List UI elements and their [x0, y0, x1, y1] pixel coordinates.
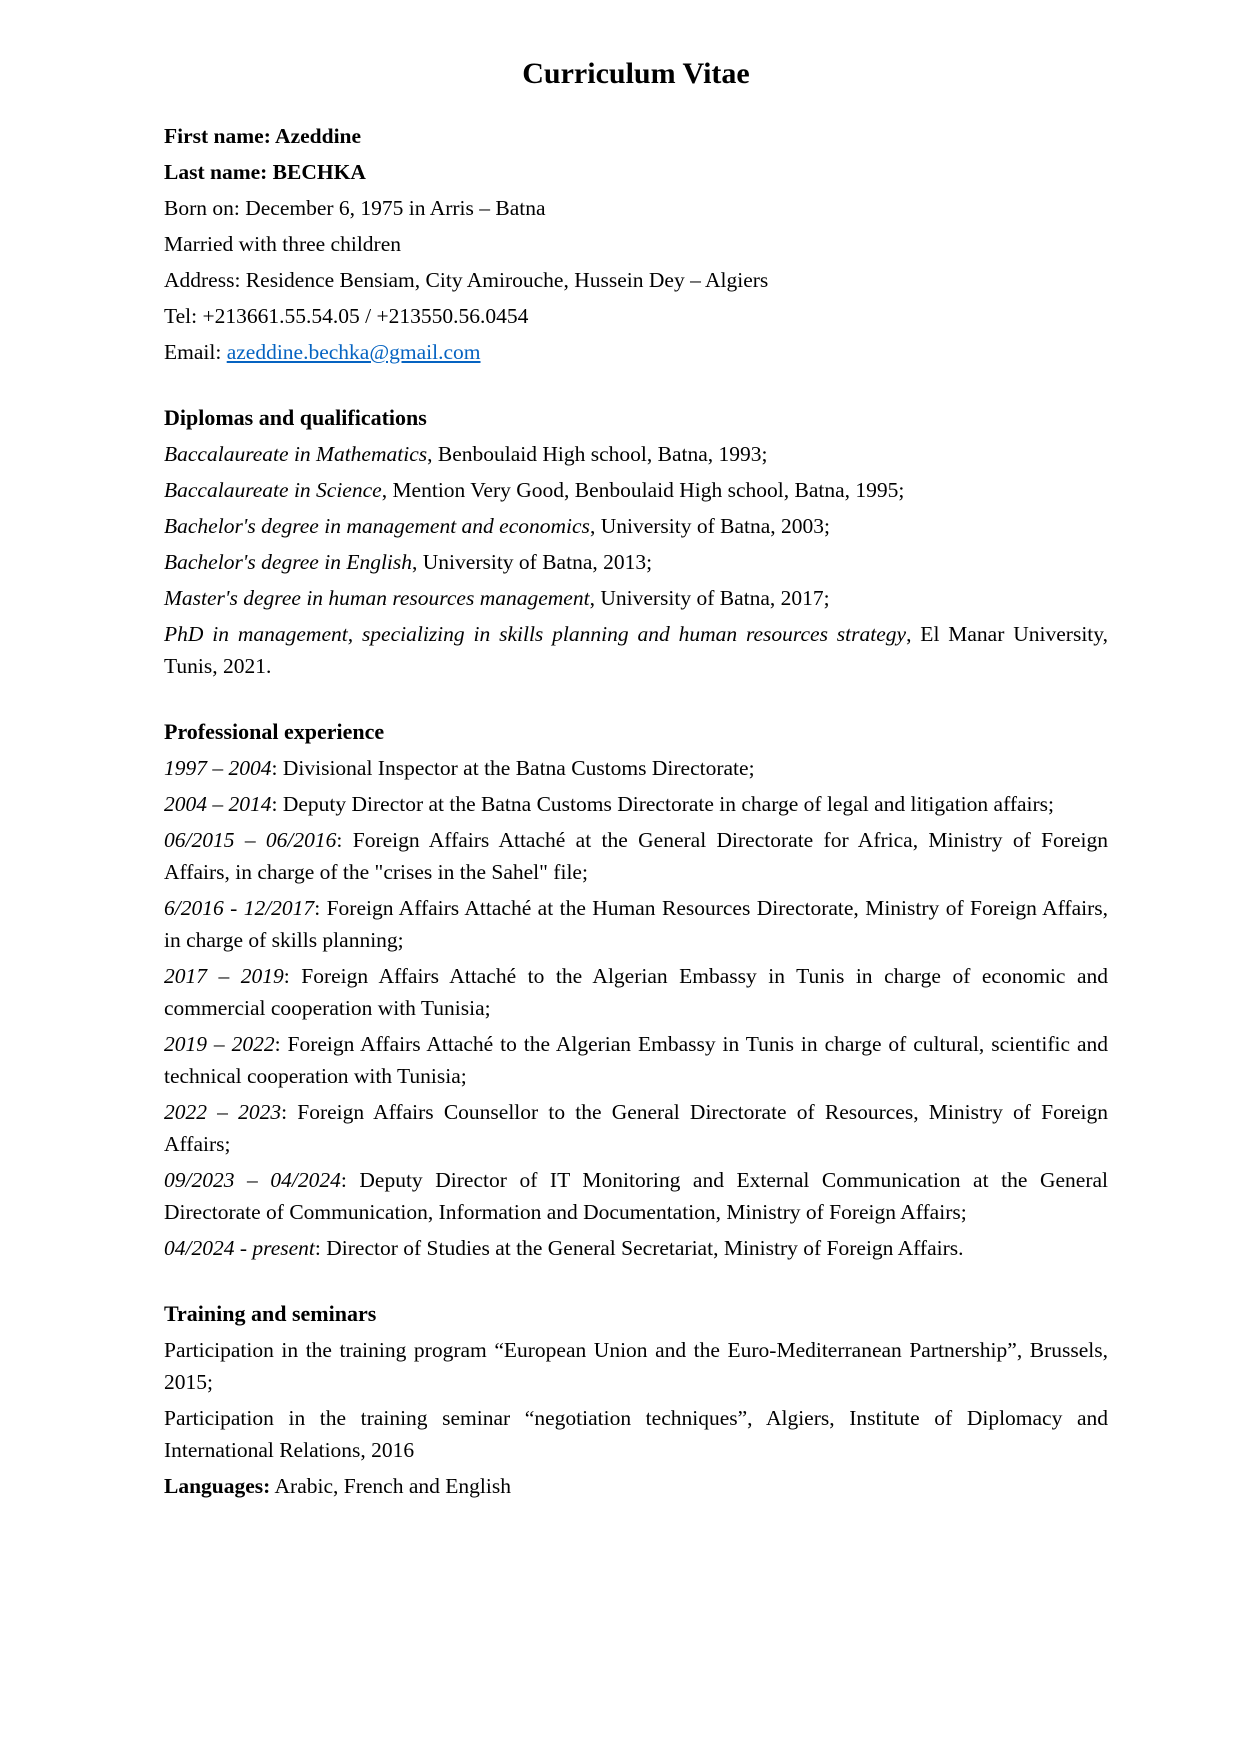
experience-item — [164, 752, 1108, 784]
diploma-degree: Bachelor's degree in English — [164, 550, 413, 574]
experience-period: 2004 – 2014 — [164, 792, 272, 816]
experience-item — [164, 1096, 1108, 1160]
diploma-item — [164, 474, 1108, 506]
experience-period: 06/2015 – 06/2016 — [164, 828, 337, 852]
experience-period: 1997 – 2004 — [164, 756, 272, 780]
experience-item — [164, 1028, 1108, 1092]
experience-item — [164, 788, 1108, 820]
experience-period: 04/2024 - present — [164, 1236, 315, 1260]
experience-role: : Director of Studies at the General Secretariat, Ministry of Foreign Affairs. — [314, 1236, 964, 1260]
diploma-item — [164, 618, 1108, 682]
experience-role: : Foreign Affairs Attaché to the Algerian Embassy in Tunis in charge of economic and commercial cooperation with Tunisia; — [164, 964, 1108, 1020]
diploma-degree: Baccalaureate in Science — [164, 478, 382, 502]
email-link[interactable]: azeddine.bechka@gmail.com — [226, 340, 481, 364]
languages-label: Languages: — [164, 1474, 271, 1498]
experience-item — [164, 960, 1108, 1024]
personal-address: Address: Residence Bensiam, City Amirouche, Hussein Dey – Algiers — [164, 268, 769, 292]
diploma-degree: PhD in management, specializing in skills planning and human resources strategy — [164, 622, 907, 646]
experience-period: 2019 – 2022 — [164, 1032, 275, 1056]
email-label: Email: — [164, 340, 227, 364]
experience-role: : Foreign Affairs Attaché at the Human Resources Directorate, Ministry of Foreign Affairs, in charge of skills planning; — [164, 896, 1108, 952]
experience-item — [164, 824, 1108, 888]
experience-role: : Foreign Affairs Attaché at the General Directorate for Africa, Ministry of Foreign Affairs, in charge of the "crises in the Sahel" file; — [164, 828, 1108, 884]
experience-item — [164, 1232, 1108, 1264]
personal-tel: Tel: +213661.55.54.05 / +213550.56.0454 — [164, 304, 529, 328]
experience-heading: Professional experience — [164, 719, 385, 744]
page-title: Curriculum Vitae — [522, 57, 750, 90]
diploma-item — [164, 546, 1108, 578]
personal-email-line — [164, 336, 1108, 368]
experience-period: 2022 – 2023 — [164, 1100, 282, 1124]
diploma-details: , University of Batna, 2017; — [589, 586, 830, 610]
experience-period: 2017 – 2019 — [164, 964, 284, 988]
experience-role: : Foreign Affairs Attaché to the Algerian Embassy in Tunis in charge of cultural, scientific and technical cooperation with Tunisia; — [164, 1032, 1108, 1088]
personal-marital-status: Married with three children — [164, 232, 402, 256]
diplomas-heading: Diplomas and qualifications — [164, 405, 427, 430]
diploma-details: , Benboulaid High school, Batna, 1993; — [427, 442, 768, 466]
experience-item — [164, 892, 1108, 956]
experience-role: : Divisional Inspector at the Batna Customs Directorate; — [271, 756, 755, 780]
diploma-details: , University of Batna, 2013; — [412, 550, 653, 574]
training-heading: Training and seminars — [164, 1301, 377, 1326]
experience-role: : Deputy Director of IT Monitoring and External Communication at the General Directorate of Communication, Information and Documentation, Ministry of Foreign Affairs; — [164, 1168, 1108, 1224]
diploma-item — [164, 510, 1108, 542]
diploma-item — [164, 582, 1108, 614]
diploma-item — [164, 438, 1108, 470]
languages-line — [164, 1470, 1108, 1502]
languages-value: Arabic, French and English — [270, 1474, 511, 1498]
diploma-details: , University of Batna, 2003; — [589, 514, 830, 538]
experience-role: : Deputy Director at the Batna Customs Directorate in charge of legal and litigation affairs; — [271, 792, 1055, 816]
experience-period: 6/2016 - 12/2017 — [164, 896, 315, 920]
personal-born: Born on: December 6, 1975 in Arris – Batna — [164, 196, 546, 220]
experience-item — [164, 1164, 1108, 1228]
diploma-details: , El Manar University, Tunis, 2021. — [164, 622, 1108, 678]
training-item: Participation in the training program “European Union and the Euro-Mediterranean Partnership”, Brussels, 2015; — [164, 1338, 1108, 1394]
diploma-degree: Baccalaureate in Mathematics — [164, 442, 428, 466]
diploma-degree: Bachelor's degree in management and economics — [164, 514, 590, 538]
experience-period: 09/2023 – 04/2024 — [164, 1168, 341, 1192]
personal-last-name: Last name: BECHKA — [164, 160, 366, 184]
training-item: Participation in the training seminar “negotiation techniques”, Algiers, Institute of Diplomacy and International Relations, 2016 — [164, 1406, 1108, 1462]
diploma-details: , Mention Very Good, Benboulaid High school, Batna, 1995; — [381, 478, 905, 502]
experience-role: : Foreign Affairs Counsellor to the General Directorate of Resources, Ministry of Foreign Affairs; — [164, 1100, 1108, 1156]
personal-first-name: First name: Azeddine — [164, 124, 362, 148]
diploma-degree: Master's degree in human resources management — [164, 586, 590, 610]
